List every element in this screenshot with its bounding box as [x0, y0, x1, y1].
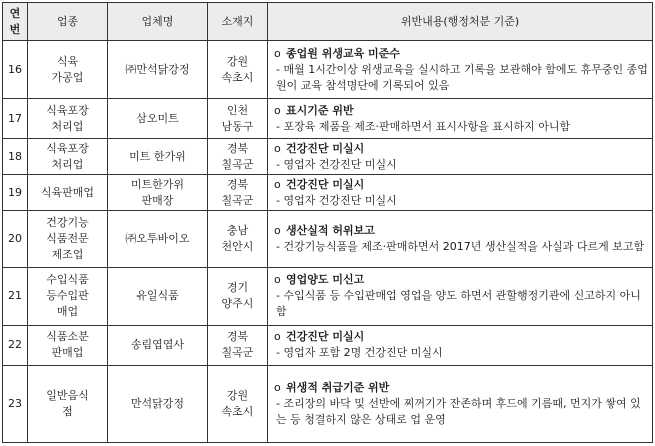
violation-content: [268, 175, 653, 211]
violation-detail: - 영업자 건강진단 미실시: [274, 193, 649, 209]
company-name: 삼오미트: [108, 99, 208, 139]
company-name: 유일식품: [108, 267, 208, 325]
row-number: 20: [3, 211, 28, 267]
row-number: 21: [3, 267, 28, 325]
table-row: [3, 41, 653, 99]
business-type: 식품소분 판매업: [28, 325, 108, 365]
table-row: [3, 99, 653, 139]
violation-title: o 건강진단 미실시: [274, 141, 649, 157]
violation-content: [268, 365, 653, 442]
row-number: 23: [3, 365, 28, 442]
header-number: 연 번: [3, 3, 28, 41]
location: 경북 칠곡군: [208, 139, 268, 175]
row-number: 16: [3, 41, 28, 99]
violation-detail: - 영업자 포함 2명 건강진단 미실시: [274, 345, 649, 361]
header-business-type: 업종: [28, 3, 108, 41]
header-company-name: 업체명: [108, 3, 208, 41]
company-name: ㈜오투바이오: [108, 211, 208, 267]
business-type: 일반음식 점: [28, 365, 108, 442]
violation-title: o 위생적 취급기준 위반: [274, 380, 649, 396]
header-location: 소재지: [208, 3, 268, 41]
violation-title: o 표시기준 위반: [274, 103, 649, 119]
violation-content: [268, 139, 653, 175]
violation-detail: - 조리장의 바닥 및 선반에 찌꺼기가 잔존하며 후드에 기름때, 먼지가 쌓여 있는 등 청결하지 않은 상태로 업 운영: [274, 396, 649, 428]
violation-content: [268, 99, 653, 139]
location: 인천 남동구: [208, 99, 268, 139]
violation-detail: - 매월 1시간이상 위생교육을 실시하고 기록을 보관해야 함에도 휴무중인 종업원이 교육 참석명단에 기록되어 있음: [274, 62, 649, 94]
violation-title: o 건강진단 미실시: [274, 329, 649, 345]
table-row: [3, 211, 653, 267]
location: 경북 칠곡군: [208, 325, 268, 365]
violation-title: o 건강진단 미실시: [274, 177, 649, 193]
violation-title: o 생산실적 허위보고: [274, 223, 649, 239]
violation-table: [2, 2, 653, 443]
violation-content: [268, 267, 653, 325]
row-number: 22: [3, 325, 28, 365]
violation-detail: - 포장육 제품을 제조·판매하면서 표시사항을 표시하지 아니함: [274, 119, 649, 135]
company-name: 미트한가위 판매장: [108, 175, 208, 211]
business-type: 식육포장 처리업: [28, 139, 108, 175]
violation-detail: - 건강기능식품을 제조·판매하면서 2017년 생산실적을 사실과 다르게 보고함: [274, 239, 649, 255]
table-row: [3, 325, 653, 365]
location: 경기 양주시: [208, 267, 268, 325]
table-row: [3, 139, 653, 175]
row-number: 19: [3, 175, 28, 211]
company-name: 미트 한가위: [108, 139, 208, 175]
violation-detail: - 수입식품 등 수입판매업 영업을 양도 하면서 관할행정기관에 신고하지 아니함: [274, 288, 649, 320]
violation-title: o 종업원 위생교육 미준수: [274, 46, 649, 62]
row-number: 17: [3, 99, 28, 139]
location: 강원 속초시: [208, 41, 268, 99]
violation-content: [268, 41, 653, 99]
violation-content: [268, 211, 653, 267]
location: 강원 속초시: [208, 365, 268, 442]
business-type: 건강기능 식품전문 제조업: [28, 211, 108, 267]
business-type: 식육판매업: [28, 175, 108, 211]
location: 경북 칠곡군: [208, 175, 268, 211]
violation-content: [268, 325, 653, 365]
table-row: [3, 175, 653, 211]
violation-title: o 영업양도 미신고: [274, 272, 649, 288]
row-number: 18: [3, 139, 28, 175]
business-type: 식육 가공업: [28, 41, 108, 99]
violation-detail: - 영업자 건강진단 미실시: [274, 157, 649, 173]
header-violation: 위반내용(행정처분 기준): [268, 3, 653, 41]
business-type: 식육포장 처리업: [28, 99, 108, 139]
table-row: [3, 267, 653, 325]
company-name: 만석닭강정: [108, 365, 208, 442]
table-row: [3, 365, 653, 442]
location: 충남 천안시: [208, 211, 268, 267]
company-name: 송림엽엽사: [108, 325, 208, 365]
company-name: ㈜만석닭강정: [108, 41, 208, 99]
table-header-row: [3, 3, 653, 41]
business-type: 수입식품 등수입판 매업: [28, 267, 108, 325]
